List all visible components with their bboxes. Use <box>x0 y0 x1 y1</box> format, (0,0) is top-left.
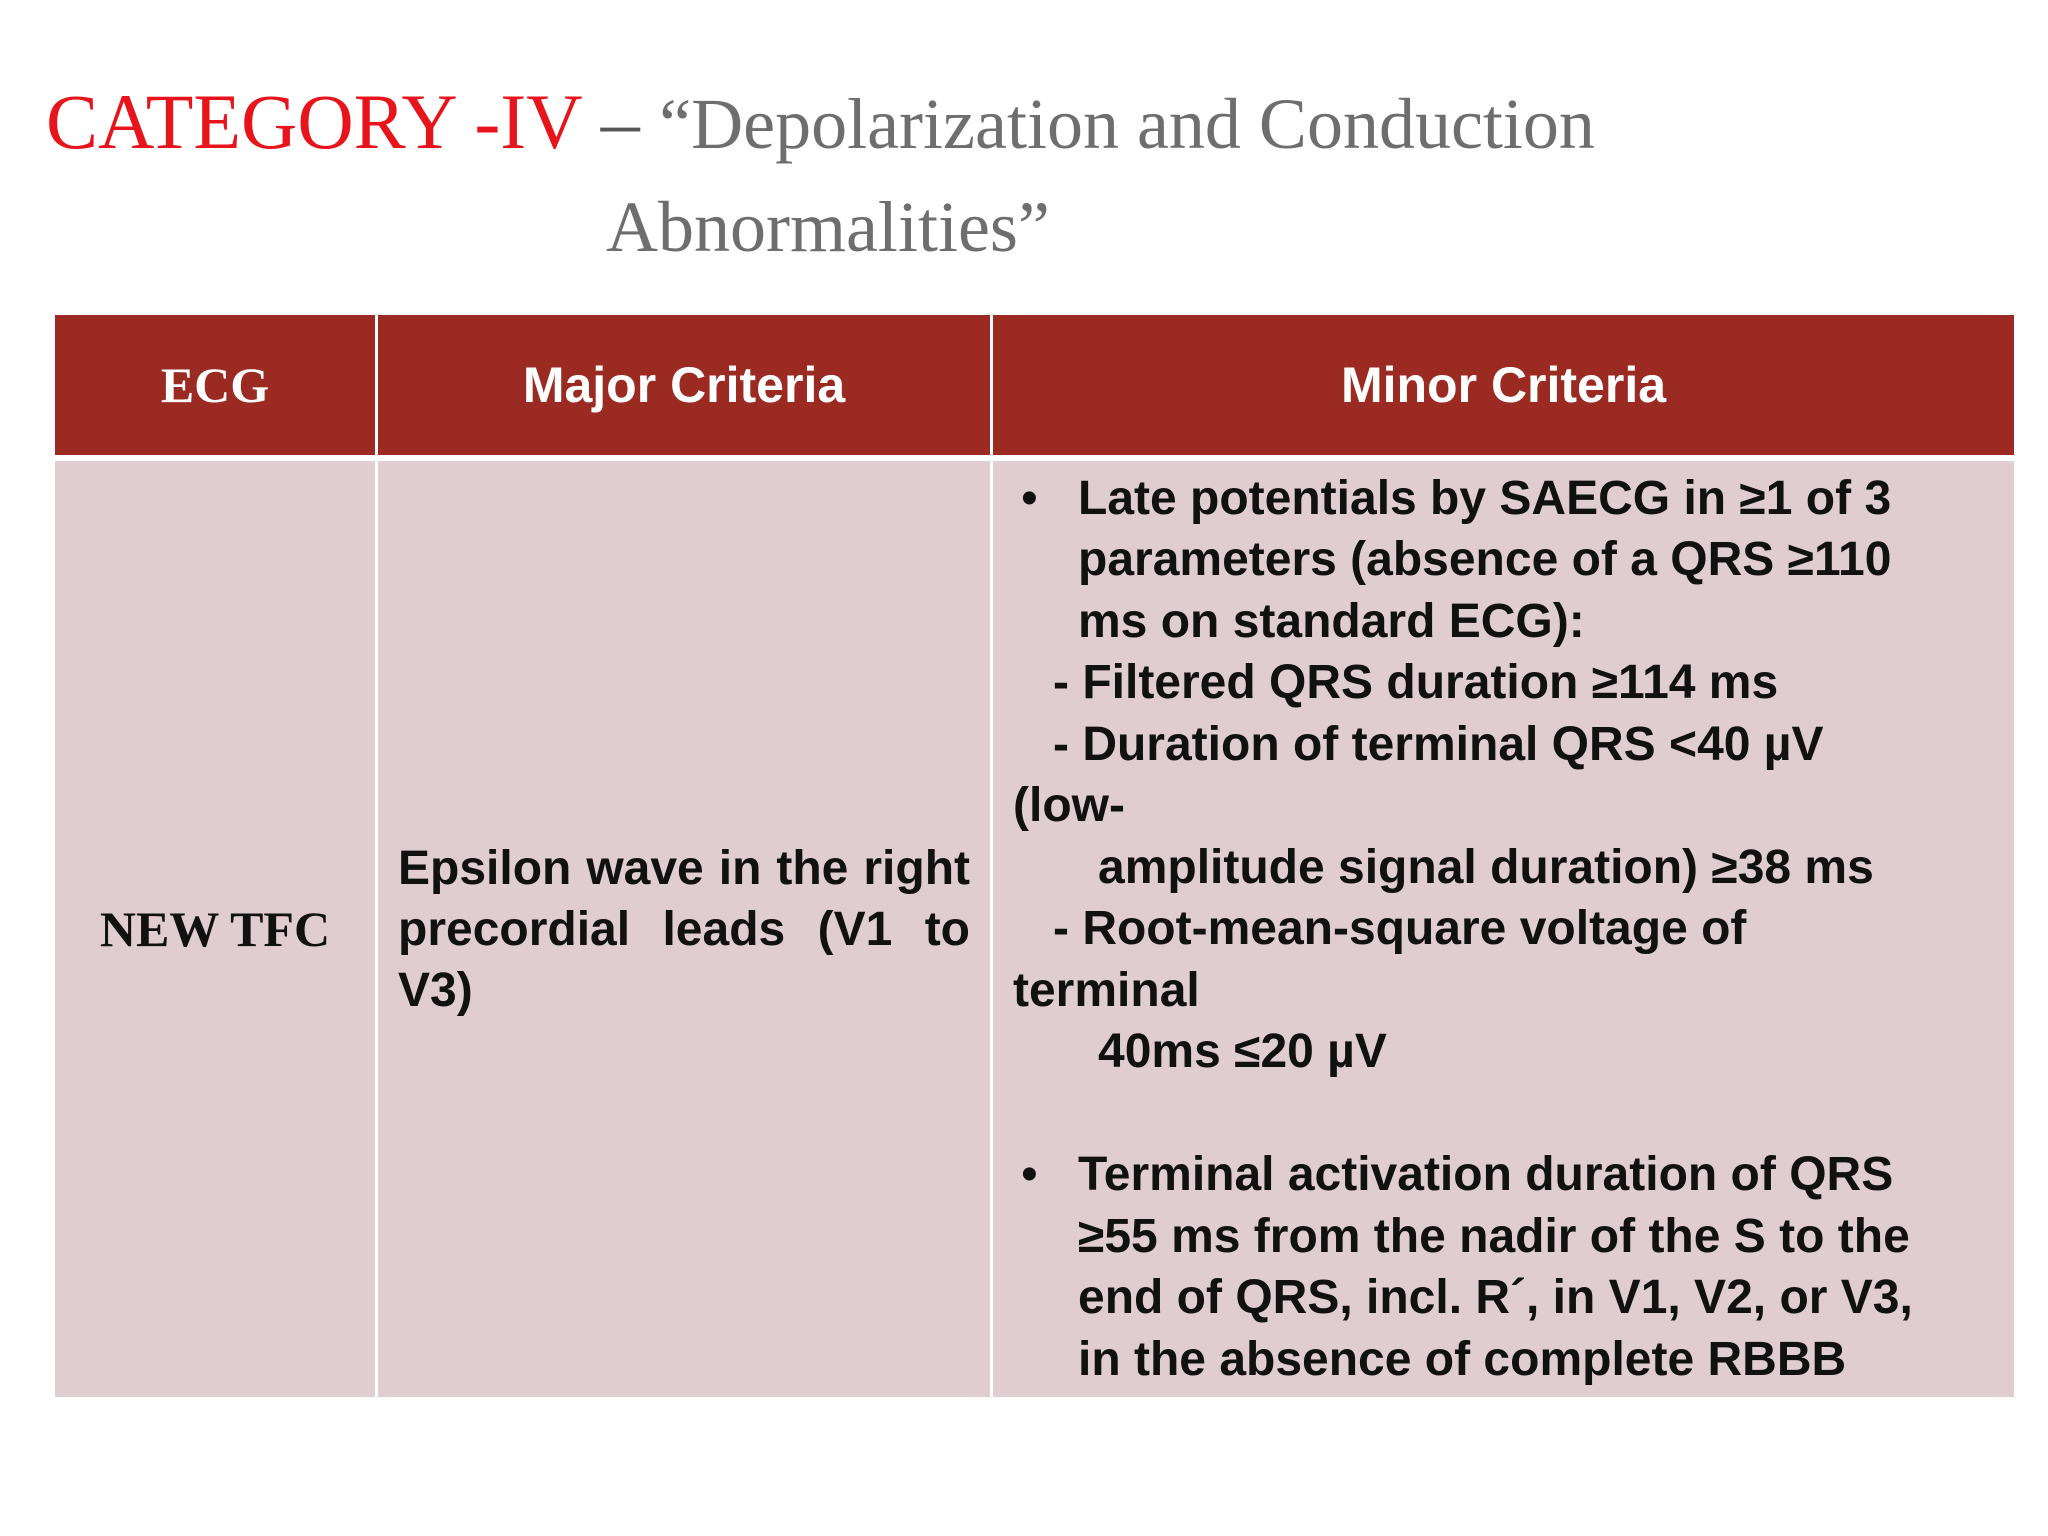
sub-item: - Root-mean-square voltage of <box>1053 902 1747 956</box>
minor-bullet-2 <box>1013 1144 1996 1390</box>
bullet2-line: Terminal activation duration of QRS <box>1078 1148 1894 1202</box>
bullet2-line: ≥55 ms from the nadir of the S to the <box>1078 1209 1910 1263</box>
criteria-table <box>52 312 2017 1400</box>
cell-ecg: NEW TFC <box>54 458 377 1399</box>
table-header-row <box>54 314 2016 459</box>
cell-major-criteria: Epsilon wave in the right precordial leads (V1 to V3) <box>377 458 992 1399</box>
table-row <box>54 458 2016 1399</box>
bullet1-line: Late potentials by SAECG in ≥1 of 3 <box>1078 471 1892 525</box>
title-subtitle-line2: Abnormalities” <box>606 187 1050 267</box>
slide-title <box>46 70 1946 279</box>
title-dash: – <box>600 78 640 165</box>
minor-bullet-1 <box>1013 468 1996 653</box>
header-ecg: ECG <box>54 314 377 459</box>
bullet2-line: in the absence of complete RBBB <box>1078 1332 1847 1386</box>
header-minor-criteria: Minor Criteria <box>992 314 2016 459</box>
sub-item: - Duration of terminal QRS <40 µV <box>1053 717 1824 771</box>
spacer <box>1013 1083 1996 1145</box>
title-subtitle-line1: “Depolarization and Conduction <box>659 84 1595 164</box>
sub-item: (low- <box>1013 779 1125 833</box>
bullet-icon: • <box>1021 471 1038 525</box>
sub-item: 40ms ≤20 µV <box>1098 1025 1387 1079</box>
bullet-icon: • <box>1021 1148 1038 1202</box>
header-major-criteria: Major Criteria <box>377 314 992 459</box>
bullet1-line: parameters (absence of a QRS ≥110 <box>1078 533 1892 587</box>
bullet1-line: ms on standard ECG): <box>1078 594 1585 648</box>
sub-item: - Filtered QRS duration ≥114 ms <box>1053 656 1779 710</box>
sub-item: amplitude signal duration) ≥38 ms <box>1098 840 1874 894</box>
sub-item: terminal <box>1013 963 1200 1017</box>
cell-minor-criteria <box>992 458 2016 1399</box>
bullet2-line: end of QRS, incl. R´, in V1, V2, or V3, <box>1078 1271 1913 1325</box>
title-category: CATEGORY -IV <box>46 78 582 165</box>
